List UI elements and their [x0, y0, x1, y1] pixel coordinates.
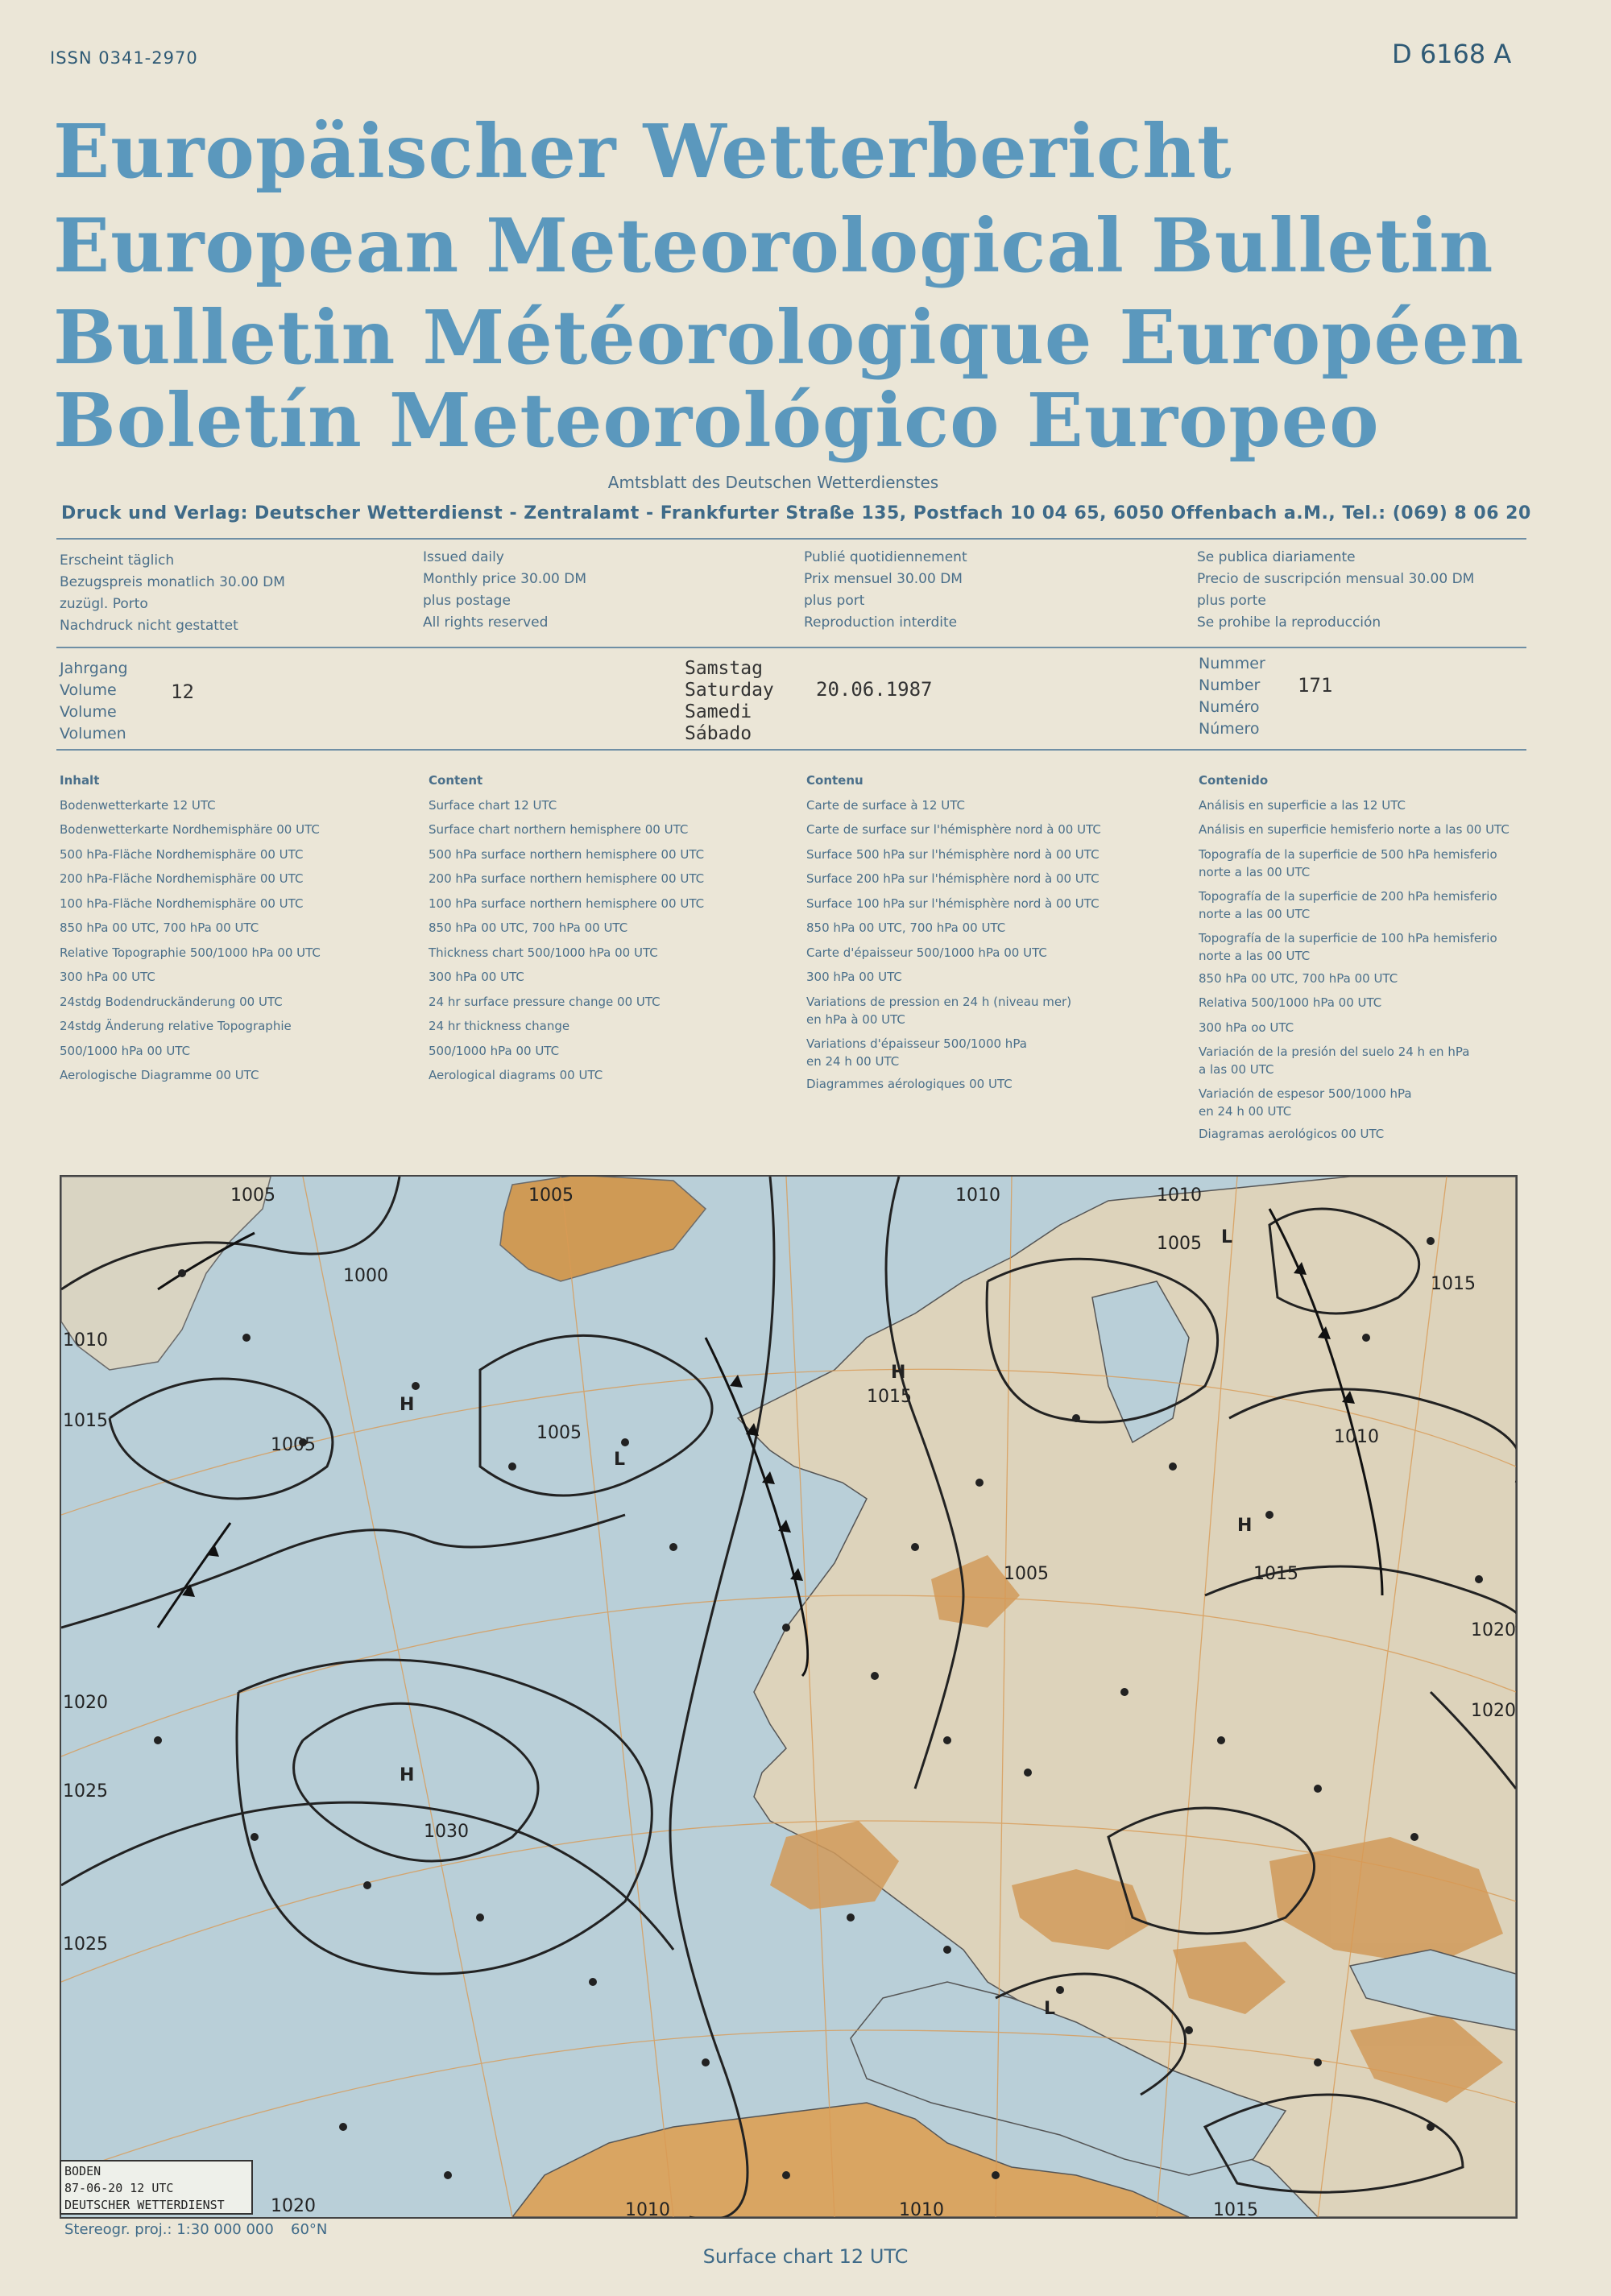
- isobar-label: 1010: [899, 2200, 944, 2217]
- isobar-label: 1005: [1004, 1564, 1049, 1584]
- low-pressure-label: L: [1221, 1227, 1233, 1247]
- isobar-label: 1010: [955, 1185, 1000, 1206]
- subscription-french: Publié quotidiennement Prix mensuel 30.00 DM plus port Reproduction interdite: [804, 549, 967, 631]
- map-latitude: 60°N: [291, 2221, 328, 2238]
- publication-code: D 6168 A: [1392, 39, 1512, 69]
- isobar-label: 1020: [1471, 1620, 1516, 1640]
- title-french: Bulletin Météorologique Européen: [53, 294, 1525, 381]
- volume-labels: Jahrgang Volume Volume Volumen: [60, 660, 128, 743]
- isobar-label: 1015: [1213, 2200, 1258, 2217]
- contents-german: Inhalt Bodenwetterkarte 12 UTC Bodenwetterkarte Nordhemisphäre 00 UTC 500 hPa-Fläche Nordhemisphäre 00 UTC 200 hPa-Fläche Nordhemisphäre 00 UTC 100 hPa-Fläche Nordhemisphäre 00 UTC 850 hPa 00 UTC, 700 hPa 00 UTC Relative Topographie 500/1000 hPa 00 UTC 300 hPa 00 UTC 24stdg Bodendruckänderung 00 UTC 24stdg Änderung relative Topographie 500/1000 hPa 00 UTC Aerologische Diagramme 00 UTC: [60, 773, 321, 1082]
- issue-date: 20.06.1987: [816, 678, 933, 701]
- isobar-label: 1005: [271, 1435, 316, 1455]
- isobar-label: 1000: [343, 1266, 388, 1286]
- isobar-label: 1005: [230, 1185, 275, 1206]
- surface-chart-map: [60, 1175, 1518, 2219]
- high-pressure-label: H: [400, 1395, 415, 1415]
- issn: ISSN 0341-2970: [50, 48, 198, 68]
- isobar-label: 1010: [63, 1330, 108, 1351]
- isobar-label: 1015: [1253, 1564, 1298, 1584]
- isobar-label: 1030: [424, 1822, 469, 1842]
- divider: [56, 538, 1526, 540]
- isobar-label: 1005: [1157, 1234, 1202, 1254]
- isobar-label: 1010: [1157, 1185, 1202, 1206]
- contents-french: Contenu Carte de surface à 12 UTC Carte de surface sur l'hémisphère nord à 00 UTC Surface 500 hPa sur l'hémisphère nord à 00 UTC Surface 200 hPa sur l'hémisphère nord à 00 UTC Surface 100 hPa sur l'hémisphère nord à 00 UTC 850 hPa 00 UTC, 700 hPa 00 UTC Carte d'épaisseur 500/1000 hPa 00 UTC 300 hPa 00 UTC Variations de pression en 24 h (niveau mer) en hPa à 00 UTC Variations d'épaisseur 500/1000 hPa en 24 h 00 UTC Diagrammes aérologiques 00 UTC: [806, 773, 1101, 1091]
- publisher-line: Druck und Verlag: Deutscher Wetterdienst - Zentralamt - Frankfurter Straße 135, Postfach 10 04 65, 6050 Offenbach a.M., Tel.: (069) 8 06 20: [61, 503, 1531, 523]
- isobar-label: 1020: [63, 1693, 108, 1713]
- high-pressure-label: H: [891, 1363, 906, 1383]
- map-caption: Surface chart 12 UTC: [702, 2245, 909, 2268]
- isobar-label: 1010: [1334, 1427, 1379, 1447]
- divider: [56, 749, 1526, 751]
- isobar-label: 1025: [63, 1781, 108, 1802]
- day-labels: Samstag Saturday Samedi Sábado: [685, 658, 774, 744]
- contents-spanish: Contenido Análisis en superficie a las 12 UTC Análisis en superficie hemisferio norte a las 00 UTC Topografía de la superficie de 500 hPa hemisferio norte a las 00 UTC Topografía de la superficie de 200 hPa hemisferio norte a las 00 UTC Topografía de la superficie de 100 hPa hemisferio norte a las 00 UTC 850 hPa 00 UTC, 700 hPa 00 UTC Relativa 500/1000 hPa 00 UTC 300 hPa oo UTC Variación de la presión del suelo 24 h en hPa a las 00 UTC Variación de espesor 500/1000 hPa en 24 h 00 UTC Diagramas aerológicos 00 UTC: [1199, 773, 1510, 1141]
- isobar-label: 1005: [528, 1185, 574, 1206]
- isobar-label: 1020: [271, 2196, 316, 2216]
- volume-value: 12: [171, 681, 194, 703]
- number-labels: Nummer Number Numéro Número: [1199, 655, 1265, 738]
- isobar-label: 1020: [1471, 1701, 1516, 1721]
- title-german: Europäischer Wetterbericht: [53, 108, 1232, 195]
- issue-number: 171: [1298, 674, 1333, 697]
- high-pressure-label: H: [400, 1765, 415, 1785]
- official-gazette-line: Amtsblatt des Deutschen Wetterdienstes: [607, 473, 939, 492]
- isobar-label: 1015: [1431, 1274, 1476, 1294]
- high-pressure-label: H: [1237, 1516, 1253, 1536]
- map-stamp: BODEN 87-06-20 12 UTC DEUTSCHER WETTERDIENST: [60, 2160, 253, 2215]
- isobar-label: 1010: [625, 2200, 670, 2217]
- weather-map-svg: [61, 1177, 1516, 2217]
- subscription-english: Issued daily Monthly price 30.00 DM plus postage All rights reserved: [423, 549, 587, 631]
- map-projection: Stereogr. proj.: 1:30 000 000: [64, 2221, 274, 2238]
- low-pressure-label: L: [1044, 1999, 1056, 2019]
- isobar-label: 1015: [867, 1387, 912, 1407]
- divider: [56, 647, 1526, 648]
- isobar-label: 1015: [63, 1411, 108, 1431]
- isobar-label: 1025: [63, 1934, 108, 1955]
- title-spanish: Boletín Meteorológico Europeo: [53, 377, 1380, 464]
- subscription-spanish: Se publica diariamente Precio de suscripción mensual 30.00 DM plus porte Se prohibe la reproducción: [1197, 549, 1475, 631]
- subscription-german: Erscheint täglich Bezugspreis monatlich 30.00 DM zuzügl. Porto Nachdruck nicht gestattet: [60, 552, 285, 634]
- title-english: European Meteorological Bulletin: [53, 202, 1494, 289]
- contents-english: Content Surface chart 12 UTC Surface chart northern hemisphere 00 UTC 500 hPa surface northern hemisphere 00 UTC 200 hPa surface northern hemisphere 00 UTC 100 hPa surface northern hemisphere 00 UTC 850 hPa 00 UTC, 700 hPa 00 UTC Thickness chart 500/1000 hPa 00 UTC 300 hPa 00 UTC 24 hr surface pressure change 00 UTC 24 hr thickness change 500/1000 hPa 00 UTC Aerological diagrams 00 UTC: [429, 773, 705, 1082]
- low-pressure-label: L: [614, 1450, 626, 1470]
- isobar-label: 1005: [536, 1423, 582, 1443]
